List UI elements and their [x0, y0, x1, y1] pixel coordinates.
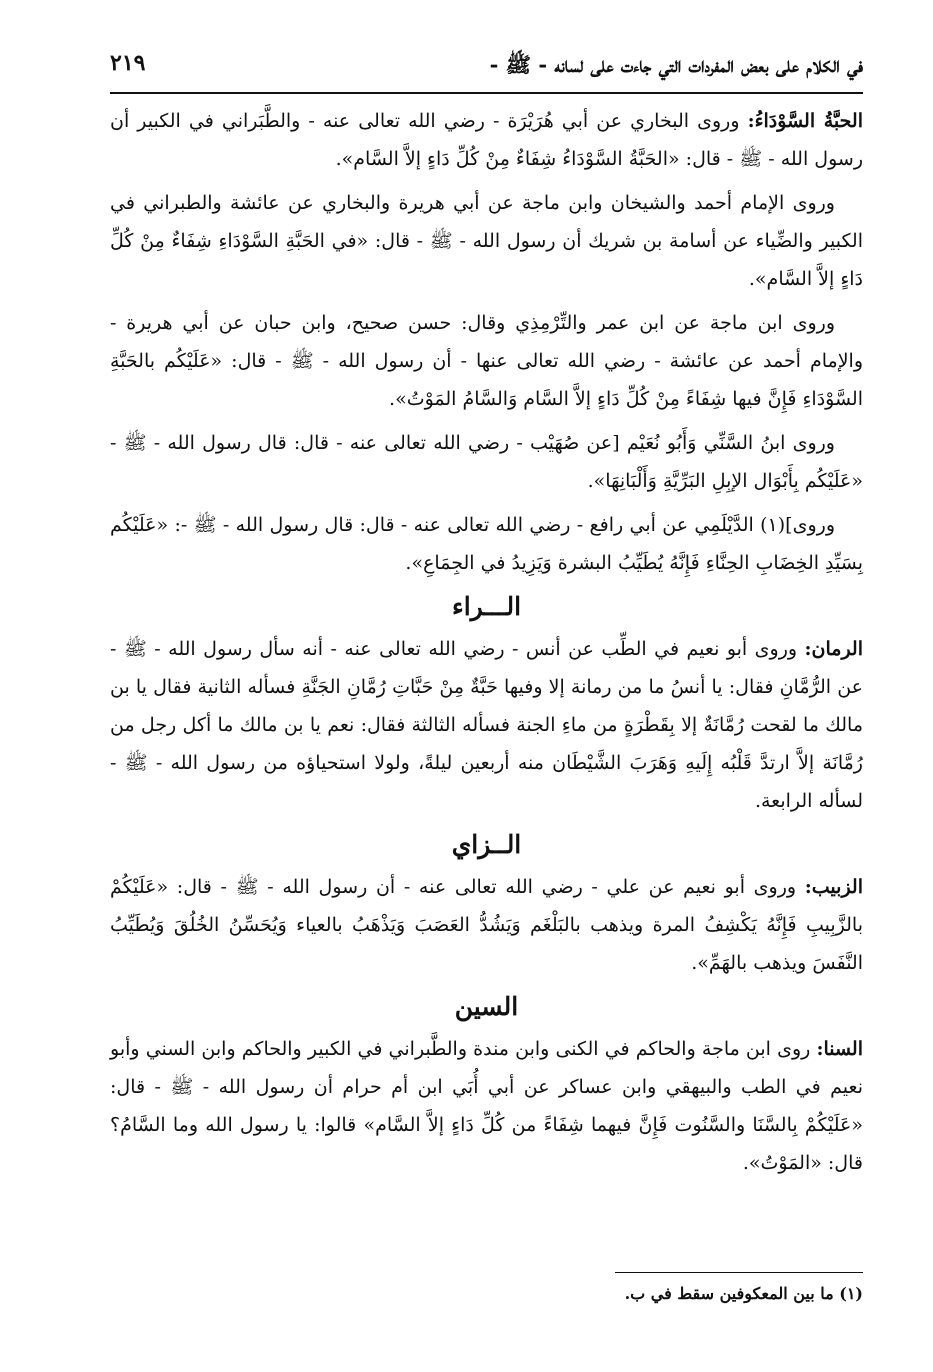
entry-text: روى ابن ماجة والحاكم في الكنى وابن مندة والطَّبراني في الكبير والحاكم وابن السني وأبو نعيم في الطب والبيهقي وابن عساكر عن أبي أُبَي ابن أم حرام أن رسول الله - ﷺ - قال: «عَلَيْكُمْ بِالسَّنَا والسَّنُوت فَإِنَّ فيهما شِفَاءً من كُلِّ دَاءٍ إلاَّ السَّام» قالوا: يا رسول الله وما السَّامُ؟ قال: «المَوْتُ». — [110, 1038, 863, 1174]
section-heading-sin: السين — [454, 992, 519, 1021]
paragraph: وروى ابنُ السَّنِّي وَأَبُو نُعَيْم [عن صُهَيْب - رضي الله تعالى عنه - قال: قال رسول الله - ﷺ - «عَلَيْكُم بِأَبْوَال الإبِلِ البَرِّيَّةِ وَأَلْبَانِهَا». — [110, 432, 863, 492]
paragraph: وروى الإمام أحمد والشيخان وابن ماجة عن أبي هريرة والبخاري عن عائشة والطبراني في الكبير والضِّياء عن أسامة بن شريك أن رسول الله - ﷺ - قال: «في الحَبَّةِ السَّوْدَاءِ شِفَاءٌ مِنْ كُلِّ دَاءٍ إلاَّ السَّام». — [110, 192, 863, 290]
entry-text: وروى البخاري عن أبي هُرَيْرَة - رضي الله تعالى عنه - والطَّبَراني في الكبير أن رسول الله - ﷺ - قال: «الحَبَّةُ السَّوْدَاءُ شِفَاءٌ مِنْ كُلِّ دَاءٍ إلاَّ السَّام». — [110, 110, 863, 170]
section-heading-ra: الـــراء — [451, 592, 522, 621]
paragraph: وروى](١) الدَّيْلَمِي عن أبي رافع - رضي الله تعالى عنه - قال: قال رسول الله - ﷺ -: «عَلَيْكُم بِسَيِّدِ الخِضَابِ الحِنَّاءِ فَإِنَّهُ يُطَيِّبُ البشرة وَيَزِيدُ في الجِمَاعِ». — [110, 514, 863, 574]
running-title: في الكلام على بعض المفردات التي جاءت على لسانه - ﷺ - — [489, 52, 863, 77]
entry-term: الزبيب: — [804, 876, 863, 898]
entry-term: السنا: — [816, 1038, 863, 1060]
footnote-divider — [615, 1272, 863, 1273]
entry-term: الحبَّةُ السَّوْدَاءُ: — [747, 110, 863, 132]
paragraph: وروى ابن ماجة عن ابن عمر والتِّرْمِذِي وقال: حسن صحيح، وابن حبان عن أبي هريرة - والإمام أحمد عن عائشة - رضي الله تعالى عنها - أن رسول الله - ﷺ - قال: «عَلَيْكُم بالحَبَّةِ السَّوْدَاءِ فَإِنَّ فيها شِفَاءً مِنْ كُلِّ دَاءٍ إلاَّ السَّام وَالسَّامُ المَوْتُ». — [110, 312, 863, 410]
entry-text: وروى أبو نعيم عن علي - رضي الله تعالى عنه - أن رسول الله - ﷺ - قال: «عَلَيْكُمْ بالزَّبِيبِ فَإِنَّهُ يَكْشِفُ المرة ويذهب بالبَلْغَم وَيَشُدُّ العَصَبَ وَيَذْهَبُ بالعياء وَيُحَسِّنُ الخُلُقَ وَيُطَيِّبُ النَّفَسَ ويذهب بالهَمِّ». — [110, 876, 863, 974]
main-text — [110, 102, 863, 1188]
entry-text: وروى أبو نعيم في الطِّب عن أنس - رضي الله تعالى عنه - أنه سأل رسول الله - ﷺ - عن الرُّمَّانِ فقال: يا أنسُ ما من رمانة إلا وفيها حَبَّةٌ مِنْ حَبَّاتِ رُمَّانِ الجَنَّةِ فسأله الثانية فقال يا بن مالك ما لقحت رُمَّانَةٌ إلا بِقَطْرَةٍ من ماءِ الجنة فسأله الثالثة فقال: نعم يا بن مالك ما أكل رجل من رُمَّانَة إلاَّ ارتدَّ قَلْبُه إِلَيهِ وَهَرَبَ الشَّيْطَان منه أربعين ليلةً، ولولا استحياؤه من رسول الله - ﷺ - لسأله الرابعة. — [110, 638, 863, 812]
footnote: (١) ما بين المعكوفين سقط في ب. — [624, 1284, 863, 1303]
section-heading-zay: الــزاي — [451, 830, 522, 859]
entry-pomegranate — [110, 630, 863, 820]
page-header — [110, 44, 863, 94]
page-number: ٢١٩ — [110, 50, 146, 76]
entry-term: الرمان: — [804, 638, 863, 660]
entry-raisins — [110, 868, 863, 982]
entry-senna — [110, 1030, 863, 1182]
entry-black-seed — [110, 102, 863, 178]
